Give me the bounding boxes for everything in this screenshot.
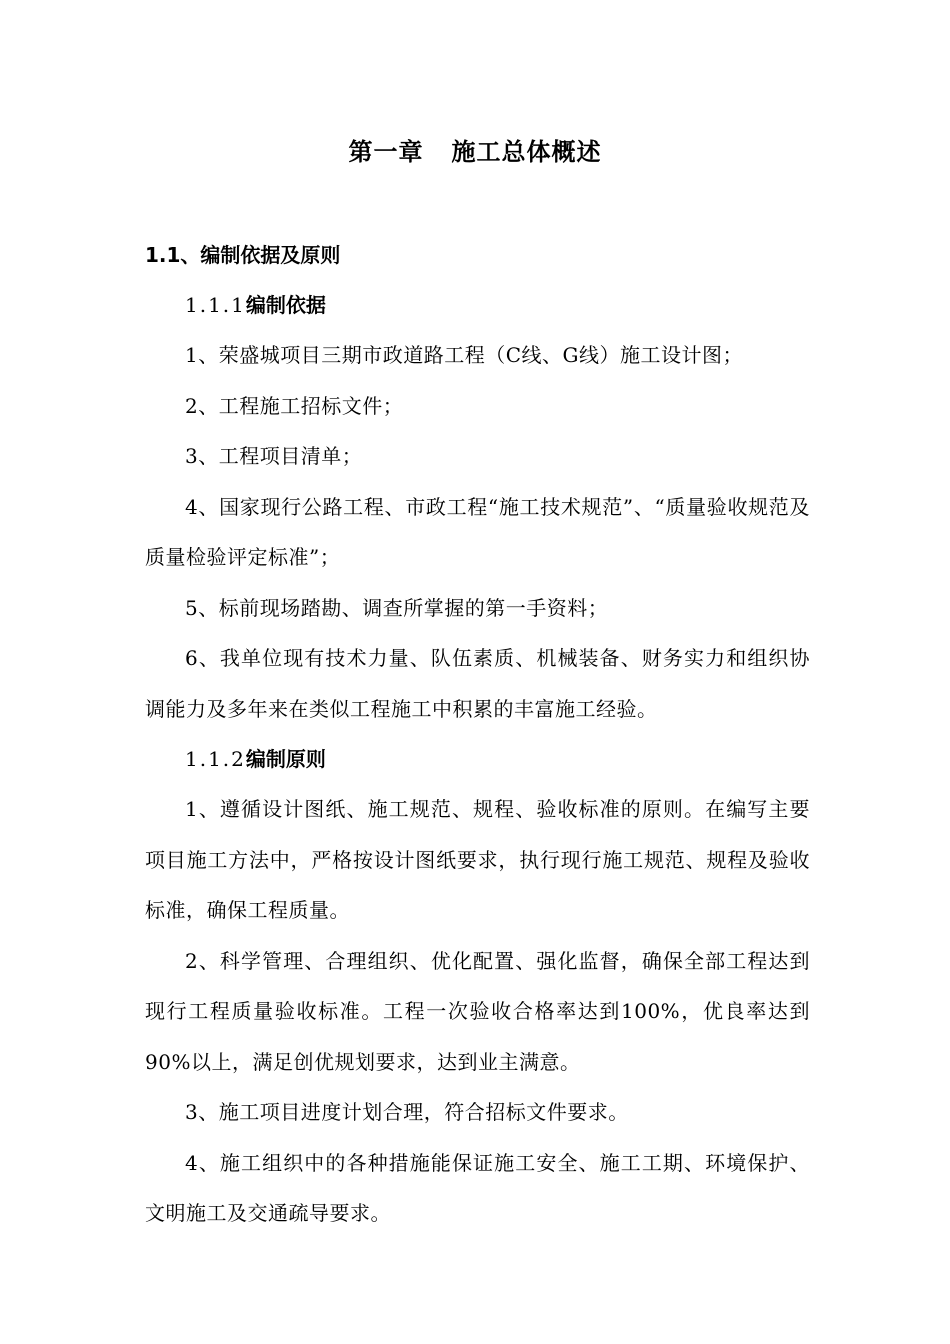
subsection-title: 编制原则: [245, 747, 326, 771]
section-heading: 1.1、编制依据及原则: [145, 243, 341, 267]
chapter-title: [0, 132, 950, 172]
principle-item: 1、遵循设计图纸、施工规范、规程、验收标准的原则。在编写主要项目施工方法中，严格按设计图纸要求，执行现行施工规范、规程及验收标准，确保工程质量。: [145, 797, 810, 922]
basis-item: 2、工程施工招标文件；: [185, 393, 404, 418]
principle-item: 4、施工组织中的各种措施能保证施工安全、施工工期、环境保护、文明施工及交通疏导要求。: [145, 1150, 810, 1225]
principle-item: 2、科学管理、合理组织、优化配置、强化监督，确保全部工程达到现行工程质量验收标准。工程一次验收合格率达到100%，优良率达到90%以上，满足创优规划要求，达到业主满意。: [145, 948, 810, 1074]
basis-item: 1、荣盛城项目三期市政道路工程（C线、G线）施工设计图；: [185, 343, 744, 367]
principle-item: 3、施工项目进度计划合理，符合招标文件要求。: [185, 1100, 629, 1124]
basis-item: 6、我单位现有技术力量、队伍素质、机械装备、财务实力和组织协调能力及多年来在类似工程施工中积累的丰富施工经验。: [145, 646, 810, 721]
subsection-number: 1.1.1: [185, 293, 246, 317]
basis-item: 5、标前现场踏勘、调查所掌握的第一手资料；: [185, 595, 609, 620]
chapter-name: 施工总体概述: [451, 138, 602, 166]
subsection-title: 编制依据: [245, 293, 326, 317]
document-body: [145, 230, 810, 1239]
subsection-heading-basis: [145, 280, 810, 330]
subsection-heading-principles: [145, 734, 810, 784]
chapter-number: 第一章: [348, 138, 424, 166]
subsection-number: 1.1.2: [185, 747, 246, 771]
basis-item: 4、国家现行公路工程、市政工程“施工技术规范”、“质量验收规范及质量检验评定标准”；: [145, 494, 810, 569]
basis-item: 3、工程项目清单；: [185, 444, 363, 468]
